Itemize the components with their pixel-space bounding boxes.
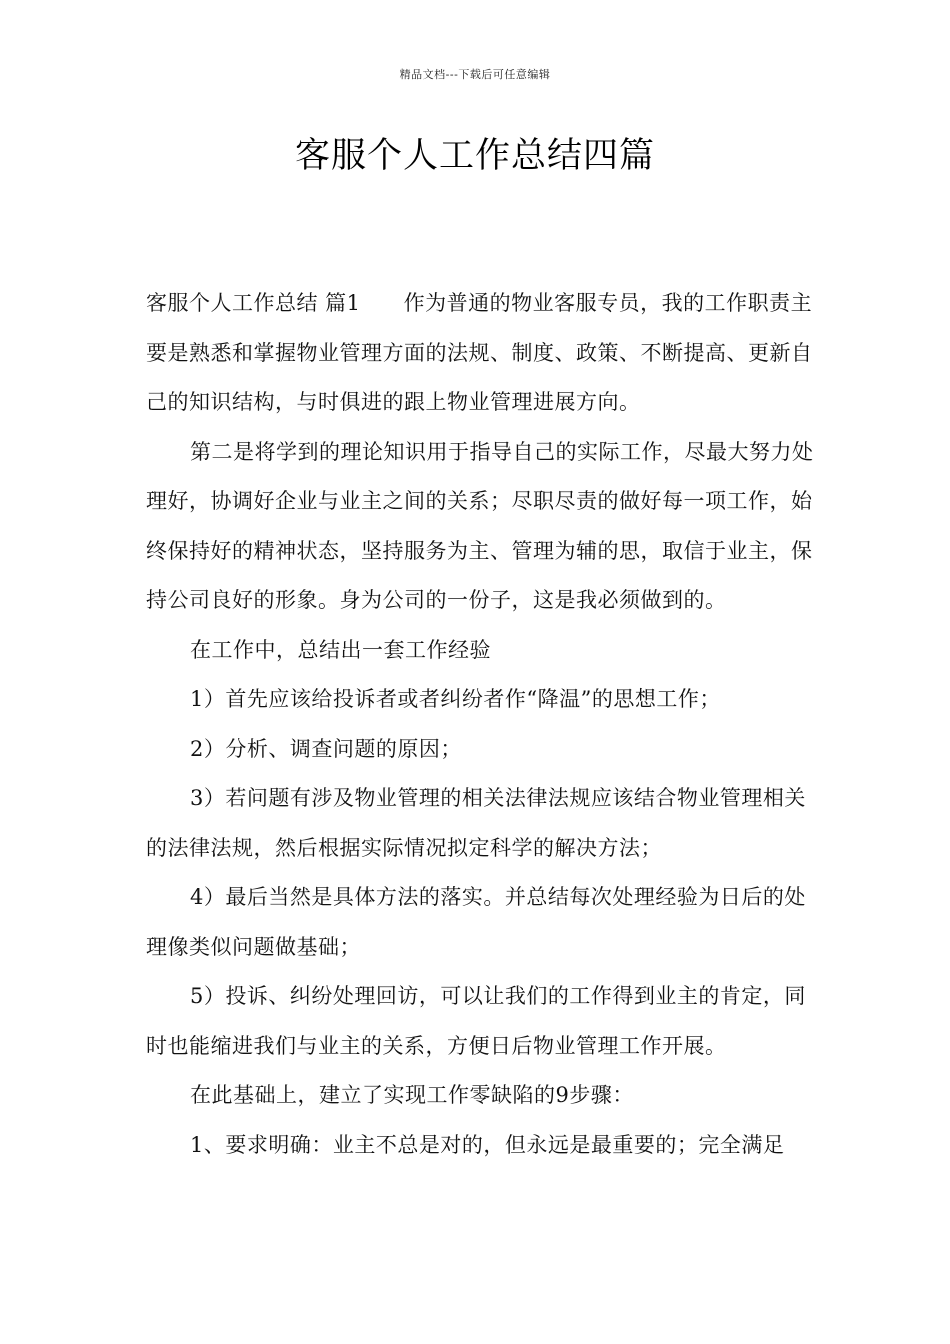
list-item: 5）投诉、纠纷处理回访，可以让我们的工作得到业主的肯定，同时也能缩进我们与业主的关系，方便日后物业管理工作开展。 [146, 984, 806, 1058]
list-item: 3）若问题有涉及物业管理的相关法律法规应该结合物业管理相关的法律法规，然后根据实际情况拟定科学的解决方法； [146, 786, 806, 860]
list-item: 1、要求明确：业主不总是对的，但永远是最重要的；完全满足 [190, 1132, 785, 1157]
list-item: 4）最后当然是具体方法的落实。并总结每次处理经验为日后的处理像类似问题做基础； [146, 885, 806, 959]
paragraph-section-1 [146, 279, 826, 428]
paragraph-text: 作为普通的物业客服专员，我的工作职责主要是熟悉和掌握物业管理方面的法规、制度、政策、不断提高、更新自己的知识结构，与时俱进的跟上物业管理进展方向。 [146, 291, 813, 414]
paragraph: 第二是将学到的理论知识用于指导自己的实际工作，尽最大努力处理好，协调好企业与业主之间的关系；尽职尽责的做好每一项工作，始终保持好的精神状态，坚持服务为主、管理为辅的思，取信于业主，保持公司良好的形象。身为公司的一份子，这是我必须做到的。 [146, 439, 814, 612]
header-note: 精品文档---下载后可任意编辑 [399, 68, 551, 81]
list-item: 2）分析、调查问题的原因； [190, 736, 462, 761]
paragraph: 在工作中，总结出一套工作经验 [190, 637, 491, 662]
list-item: 1）首先应该给投诉者或者纠纷者作“降温”的思想工作； [190, 687, 721, 711]
paragraph: 在此基础上，建立了实现工作零缺陷的9步骤： [190, 1083, 634, 1107]
section-label: 客服个人工作总结 篇1 [146, 291, 361, 315]
document-title: 客服个人工作总结四篇 [294, 136, 655, 176]
document-body [146, 279, 826, 1170]
